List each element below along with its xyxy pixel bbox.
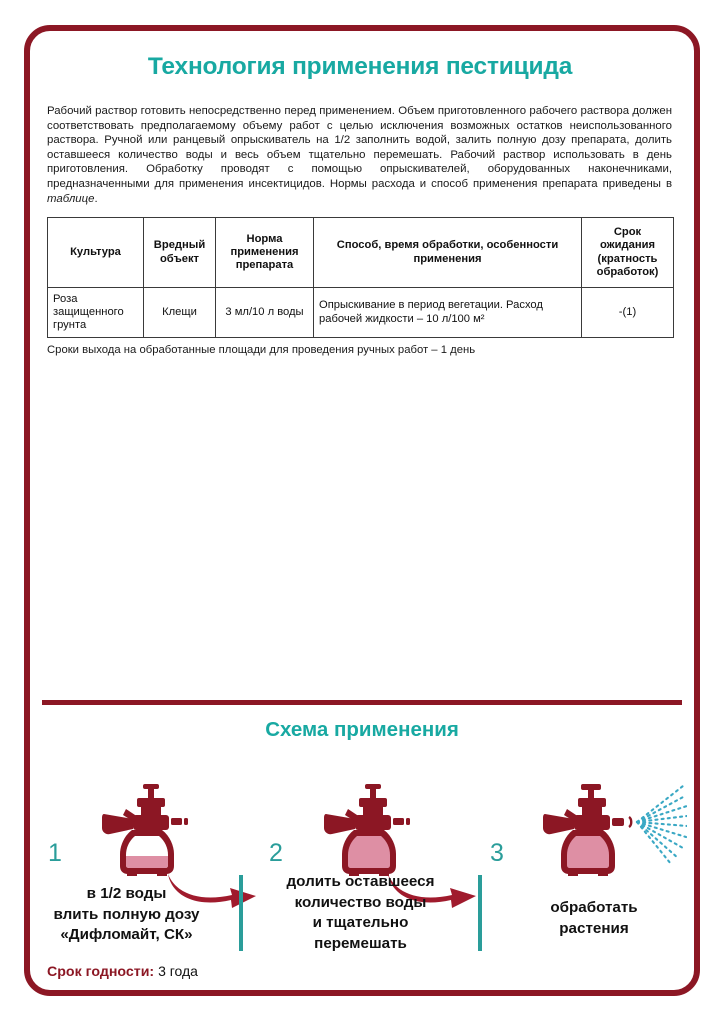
cell-pest: Клещи xyxy=(144,288,216,338)
table-header-pest: Вредный объект xyxy=(144,218,216,288)
cell-culture: Роза защищенного грунта xyxy=(48,288,144,338)
table-header-waiting: Срок ожидания (кратность обработок) xyxy=(582,218,674,288)
intro-paragraph-italic: таблице xyxy=(47,192,95,205)
intro-paragraph-end: . xyxy=(94,192,98,205)
step-caption-1-line-3: «Дифломайт, СК» xyxy=(60,926,193,943)
table-note: Сроки выхода на обработанные площади для проведения ручных работ – 1 день xyxy=(47,344,476,357)
step-caption-1-line-2: влить полную дозу xyxy=(53,905,200,923)
table-header-row xyxy=(48,218,674,288)
step-number-3: 3 xyxy=(490,839,504,867)
step-number-2: 2 xyxy=(269,839,283,867)
step-caption-3-line-2: растения xyxy=(559,919,629,937)
sprayer-half-filled-icon xyxy=(96,784,200,876)
table-header-method: Способ, время обработки, особенности применения xyxy=(314,218,582,288)
shelf-life-value: 3 года xyxy=(158,963,198,979)
step-caption-2-line-1: долить оставшееся xyxy=(286,873,435,890)
sprayer-full-icon xyxy=(318,784,422,876)
step-number-1: 1 xyxy=(48,839,62,867)
spray-dots xyxy=(637,786,687,864)
sprayer-spraying-icon xyxy=(537,784,687,879)
step-caption-2-line-2: количество воды xyxy=(294,893,427,911)
step-caption-2 xyxy=(253,872,468,954)
step-caption-2-line-3: и тщательно xyxy=(312,914,409,931)
table-header-rate: Норма применения препарата xyxy=(216,218,314,288)
application-table xyxy=(47,217,674,338)
cell-waiting: -(1) xyxy=(582,288,674,338)
intro-paragraph-text: Рабочий раствор готовить непосредственно перед применением. Объем приготовленного рабочего раствора должен соответствовать предполагаемому объему работ с целью исключения возможных остатков неиспользованного раствора. Ручной или ранцевый опрыскиватель на 1/2 заполнить водой, залить полную дозу препарата, долить оставшееся количество воды и весь объем тщательно перемешать. Рабочий раствор использовать в день приготовления. Обработку проводят с помощью опрыскивателей, оборудованных наконечниками, предназначенными для применения инсектицидов. Нормы расхода и способ применения препарата приведены в xyxy=(47,105,672,190)
step-caption-3 xyxy=(492,872,696,939)
scheme-captions xyxy=(24,872,700,954)
step-caption-3-line-1: обработать xyxy=(550,899,638,916)
application-scheme-section xyxy=(24,714,700,874)
page-title: Технология применения пестицида xyxy=(147,53,573,80)
step-caption-1-line-1: в 1/2 воды xyxy=(86,885,167,902)
intro-paragraph xyxy=(47,104,672,206)
cell-rate: 3 мл/10 л воды xyxy=(216,288,314,338)
shelf-life-footer xyxy=(47,963,198,980)
table-row xyxy=(48,288,674,338)
document-content xyxy=(47,48,673,357)
cell-method: Опрыскивание в период вегетации. Расход рабочей жидкости – 10 л/100 м² xyxy=(314,288,582,338)
table-header-culture: Культура xyxy=(48,218,144,288)
caption-divider-2 xyxy=(478,875,482,951)
shelf-life-label: Срок годности: xyxy=(47,964,155,980)
scheme-illustrations xyxy=(24,756,700,874)
section-divider xyxy=(42,700,682,705)
step-caption-2-line-4: перемешать xyxy=(314,934,407,952)
step-caption-1 xyxy=(24,872,229,946)
scheme-title: Схема применения xyxy=(265,718,459,741)
caption-divider-1 xyxy=(239,875,243,951)
